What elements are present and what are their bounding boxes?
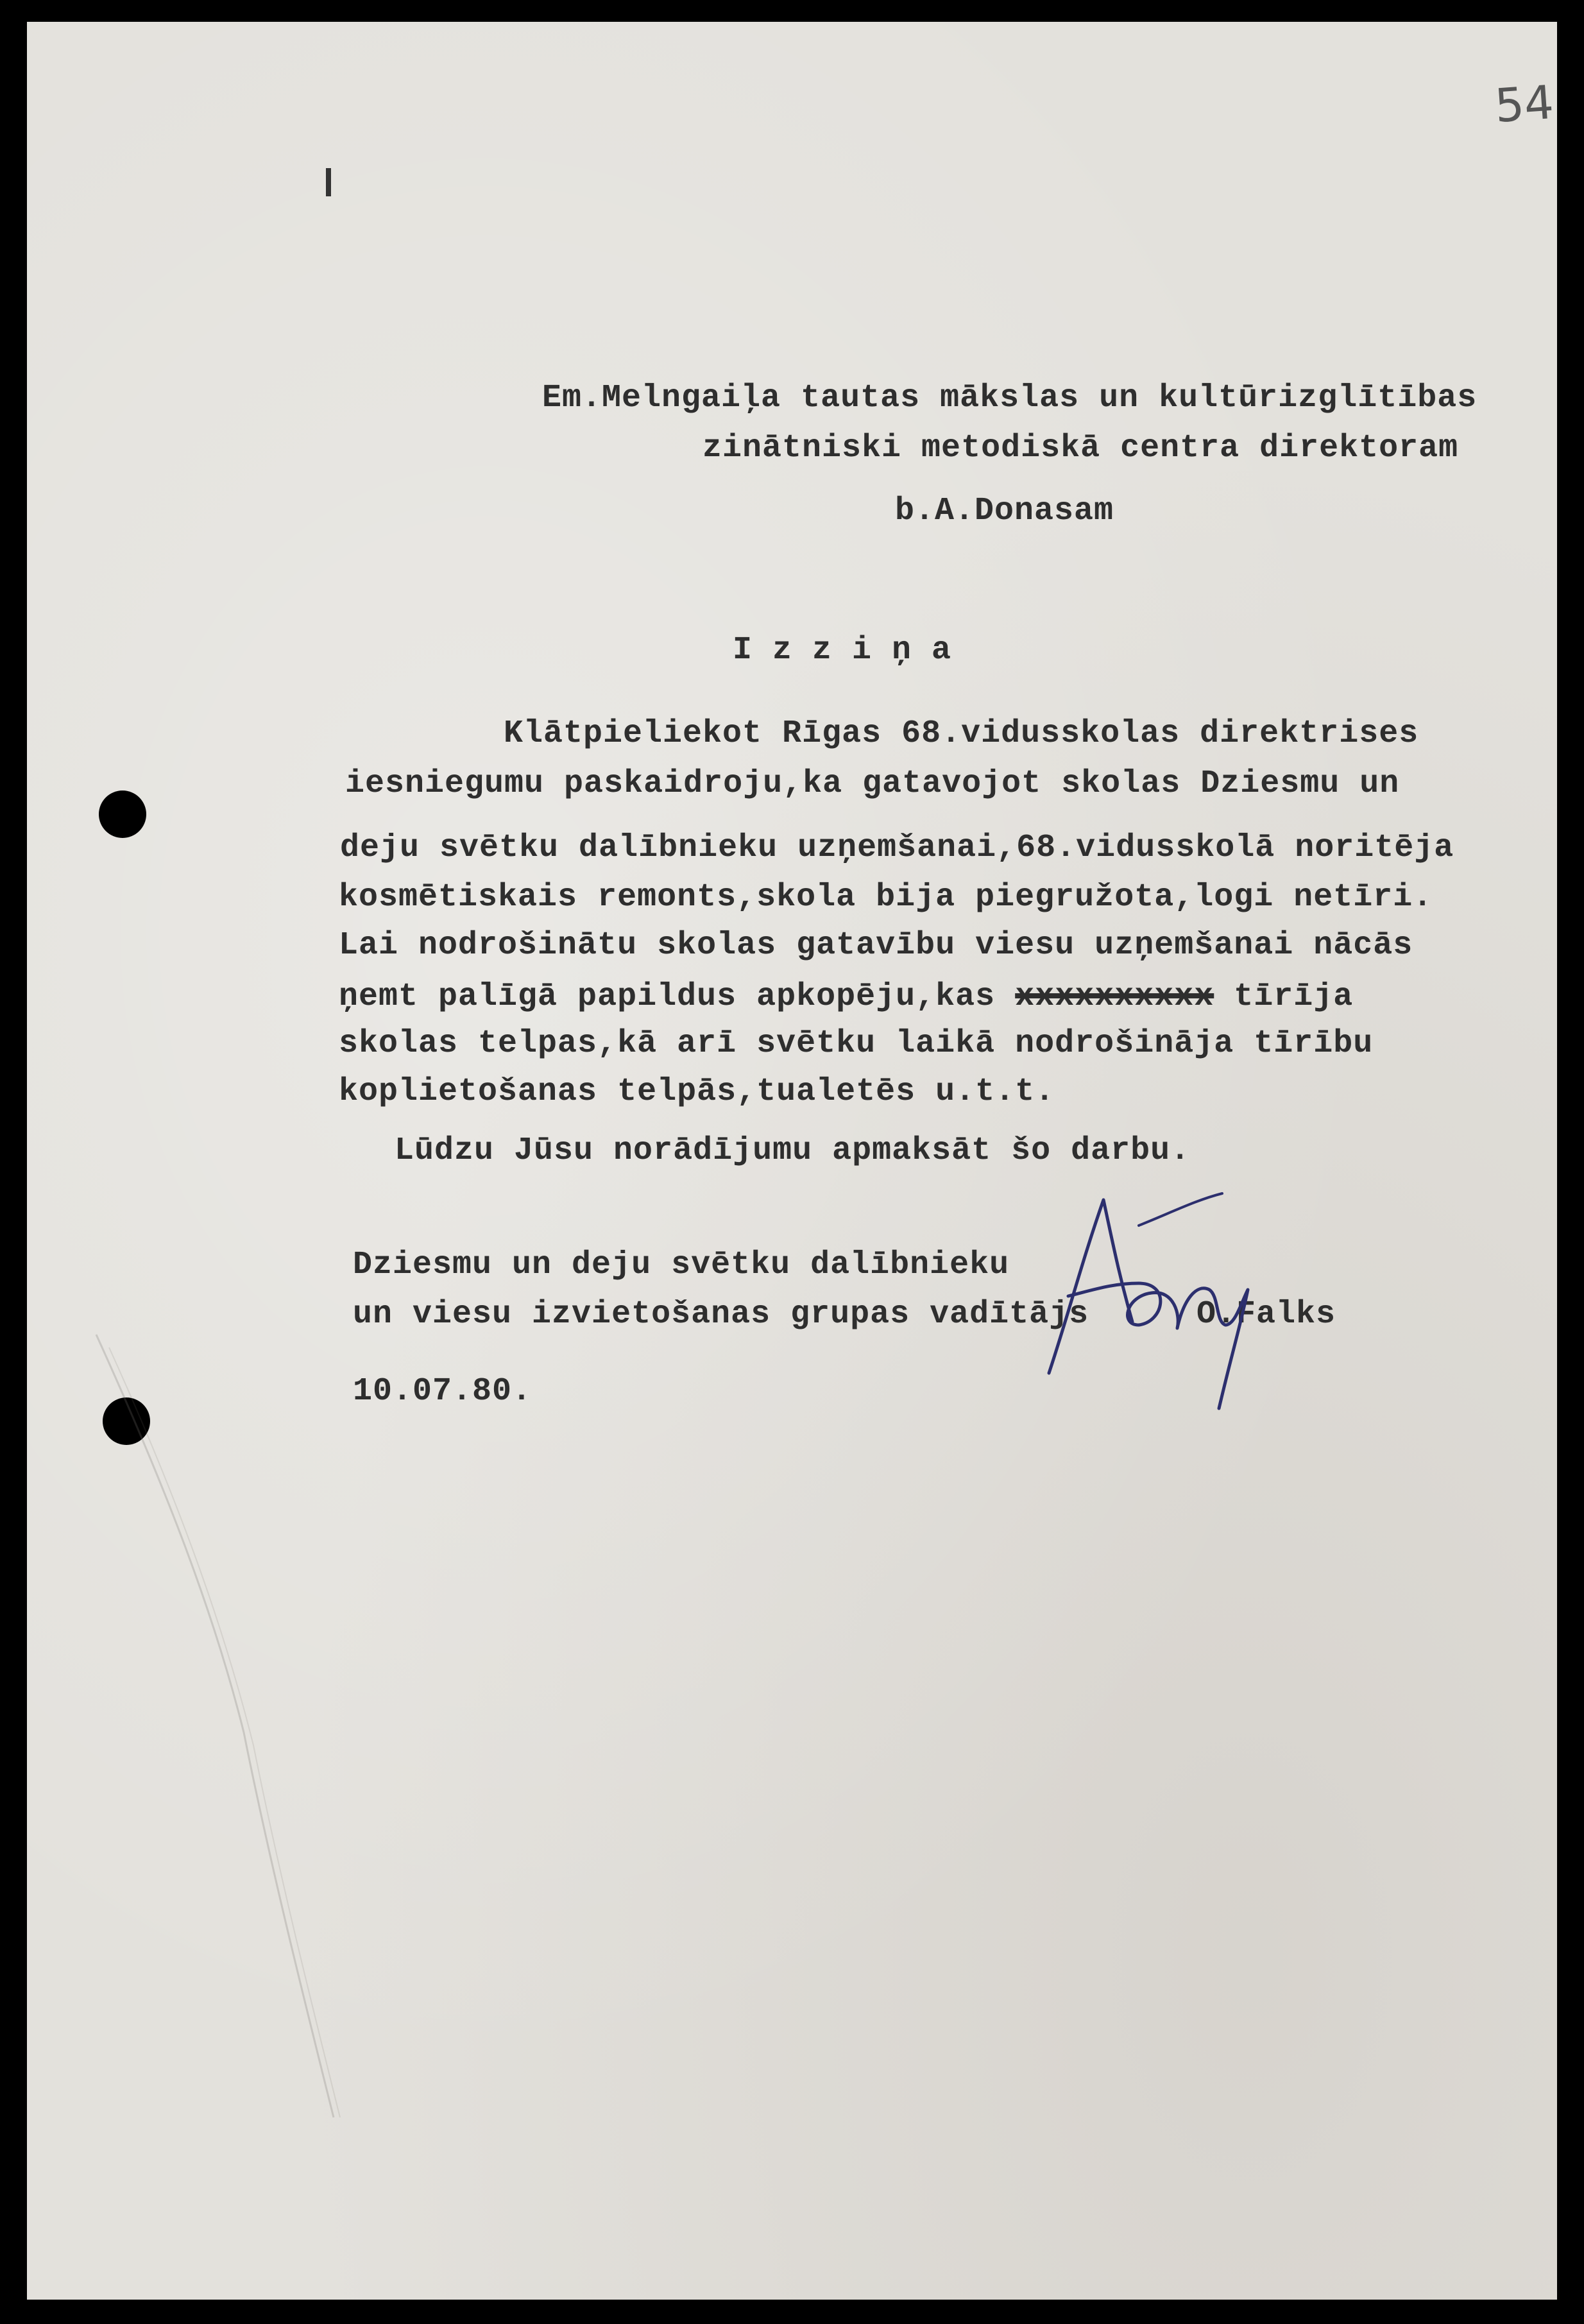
body-line-6-start: ņemt palīgā papildus apkopēju,kas [339, 978, 996, 1015]
body-line-7: skolas telpas,kā arī svētku laikā nodrošināja tīrību [339, 1025, 1374, 1062]
signature-title-line-1: Dziesmu un deju svētku dalībnieku [353, 1247, 1010, 1283]
document-title: I z z i ņ a [733, 632, 952, 669]
body-line-6-end: tīrīja [1234, 978, 1354, 1015]
body-line-6 [339, 978, 1353, 1015]
signatory-name: O.Falks [1197, 1296, 1336, 1333]
addressee-line-2: zinātniski metodiskā centra direktoram [703, 430, 1459, 466]
body-line-5: Lai nodrošinātu skolas gatavību viesu uzņemšanai nācās [339, 927, 1413, 964]
body-line-4: kosmētiskais remonts,skola bija piegružota,logi netīri. [339, 879, 1433, 916]
signature-title-line-2: un viesu izvietošanas grupas vadītājs [353, 1296, 1089, 1333]
page-number: 54 [1493, 74, 1556, 133]
handwritten-signature [1043, 1187, 1273, 1412]
body-line-9: Lūdzu Jūsu norādījumu apmaksāt šo darbu. [395, 1132, 1191, 1169]
body-line-1: Klātpieliekot Rīgas 68.vidusskolas direktrises [504, 715, 1419, 752]
addressee-line-3: b.A.Donasam [895, 493, 1114, 529]
addressee-line-1: Em.Melngaiļa tautas mākslas un kultūrizglītības [542, 380, 1478, 416]
body-line-8: koplietošanas telpās,tualetēs u.t.t. [339, 1073, 1055, 1110]
struck-out-text: xxxxxxxxxx [1015, 978, 1214, 1015]
punch-hole-top [99, 790, 146, 838]
body-line-2: iesniegumu paskaidroju,ka gatavojot skolas Dziesmu un [345, 765, 1400, 802]
document-date: 10.07.80. [353, 1373, 532, 1410]
body-line-3: deju svētku dalībnieku uzņemšanai,68.vidusskolā noritēja [340, 830, 1454, 866]
ink-mark [326, 168, 331, 196]
punch-hole-bottom [103, 1397, 150, 1445]
